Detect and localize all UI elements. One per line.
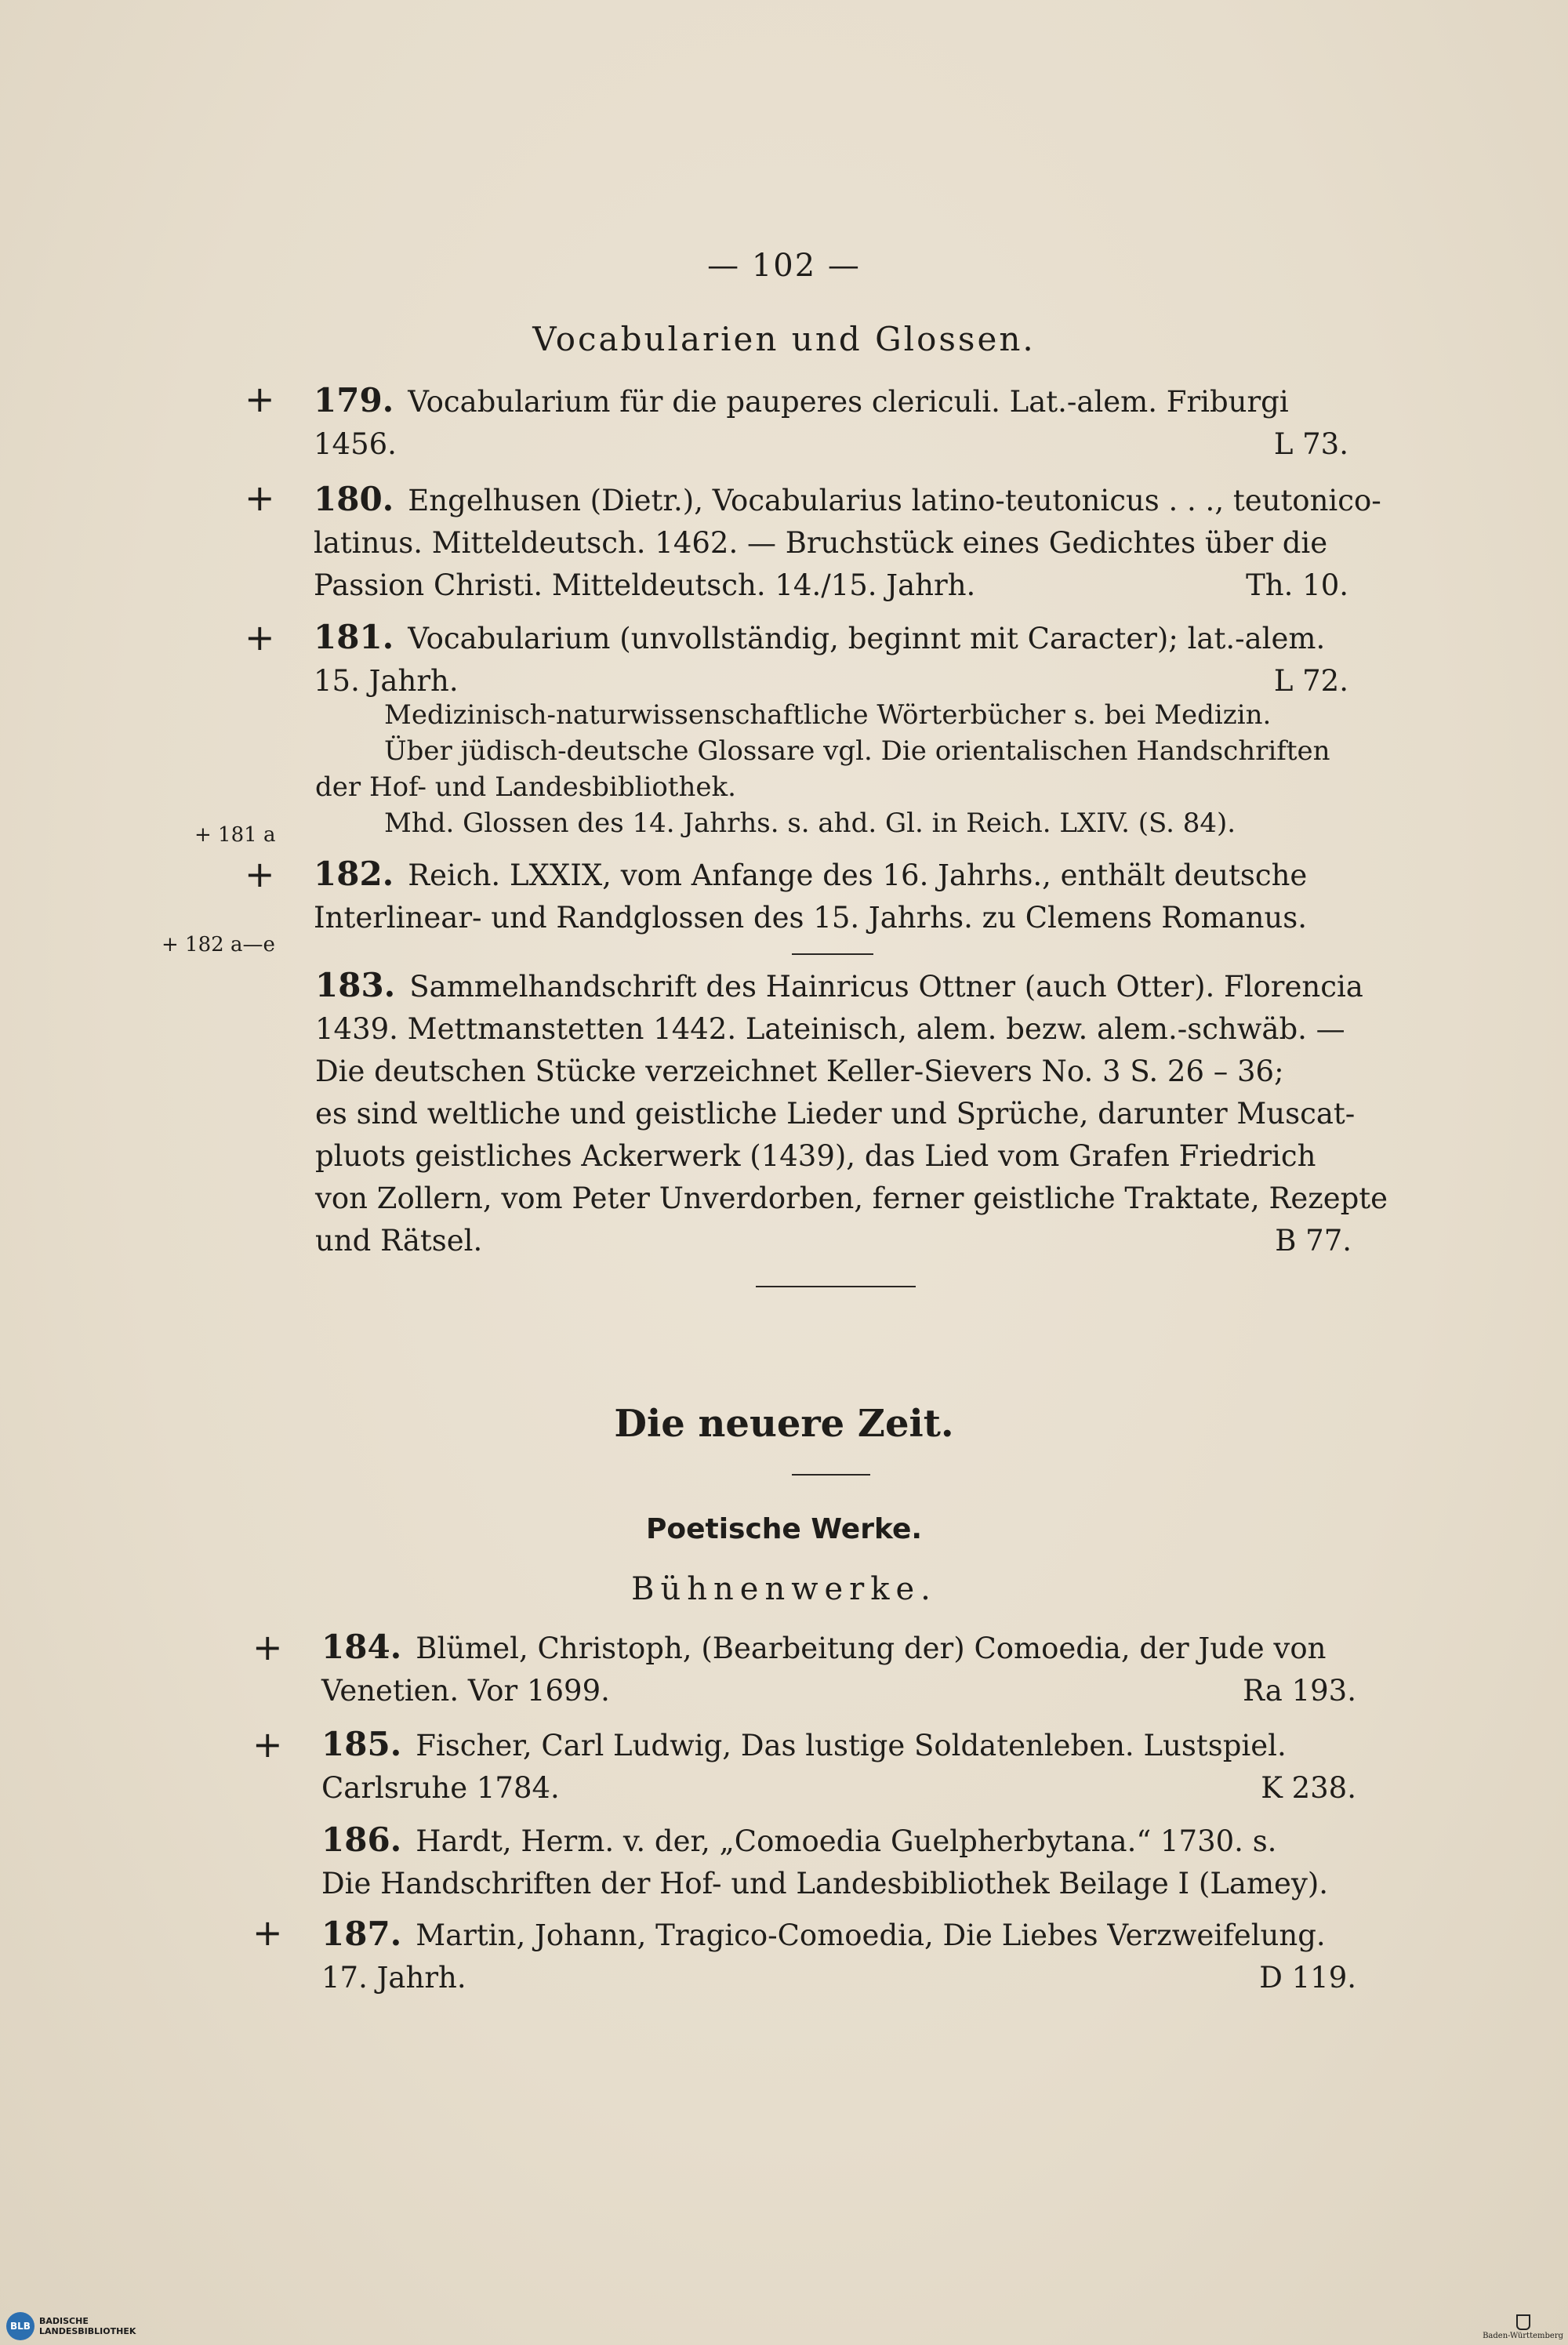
coat-of-arms-icon [1516, 2314, 1530, 2330]
blb-logo-icon: BLB [6, 2312, 34, 2340]
entry-text: Vocabularium (unvollständig, beginnt mit Caracter); lat.-alem. [408, 622, 1326, 655]
shelfmark: Th. 10. [1246, 568, 1348, 602]
entry-text: Carlsruhe 1784. [321, 1771, 560, 1805]
short-divider [792, 1474, 870, 1476]
entry-text: Hardt, Herm. v. der, „Comoedia Guelpherbytana.“ 1730. s. [416, 1824, 1277, 1858]
entry-number: 181. [314, 618, 394, 656]
entry-number: 183. [315, 966, 396, 1004]
page-number: — 102 — [707, 248, 861, 284]
entry-text: 1439. Mettmanstetten 1442. Lateinisch, alem. bezw. alem.-schwäb. — [315, 1012, 1345, 1046]
plus-marker: + [245, 477, 275, 519]
section-heading-neuere-zeit: Die neuere Zeit. [614, 1402, 954, 1446]
entry-text: Die Handschriften der Hof- und Landesbibliothek Beilage I (Lamey). [321, 1867, 1329, 1900]
entry-text: Blümel, Christoph, (Bearbeitung der) Comoedia, der Jude von [416, 1632, 1327, 1665]
entry-text: Sammelhandschrift des Hainricus Ottner (auch Otter). Florencia [409, 970, 1363, 1004]
note-mhd-glossen: Mhd. Glossen des 14. Jahrhs. s. ahd. Gl. in Reich. LXIV. (S. 84). [384, 808, 1236, 839]
plus-marker: + [245, 616, 275, 659]
catalog-entry-185 [321, 1723, 1356, 1810]
entry-text: Reich. LXXIX, vom Anfange des 16. Jahrhs., enthält deutsche [408, 859, 1308, 892]
shelfmark: B 77. [1275, 1224, 1352, 1258]
entry-text: latinus. Mitteldeutsch. 1462. — Bruchstück eines Gedichtes über die [314, 526, 1328, 560]
note-glossare: Über jüdisch-deutsche Glossare vgl. Die orientalischen Handschriften [384, 735, 1330, 767]
entry-number: 180. [314, 480, 394, 518]
entry-number: 186. [321, 1820, 402, 1859]
note-medizin: Medizinisch-naturwissenschaftliche Wörterbücher s. bei Medizin. [384, 699, 1272, 731]
entry-text: pluots geistliches Ackerwerk (1439), das Lied vom Grafen Friedrich [315, 1139, 1316, 1173]
shelfmark: D 119. [1259, 1961, 1356, 1995]
margin-note-182ae: + 182 a—e [162, 933, 275, 957]
entry-text: es sind weltliche und geistliche Lieder und Sprüche, darunter Muscat- [315, 1097, 1356, 1131]
section-divider [756, 1286, 916, 1287]
entry-text: Die deutschen Stücke verzeichnet Keller-Sievers No. 3 S. 26 – 36; [315, 1055, 1284, 1088]
entry-number: 179. [314, 381, 394, 419]
note-glossare-cont: der Hof- und Landesbibliothek. [315, 771, 736, 803]
state-name: Baden-Württemberg [1483, 2332, 1563, 2340]
entry-text: von Zollern, vom Peter Unverdorben, ferner geistliche Traktate, Rezepte [315, 1182, 1388, 1215]
entry-text: Passion Christi. Mitteldeutsch. 14./15. Jahrh. [314, 568, 976, 602]
entry-text: Fischer, Carl Ludwig, Das lustige Soldatenleben. Lustspiel. [416, 1729, 1287, 1762]
shelfmark: L 72. [1273, 664, 1348, 698]
entry-text: 1456. [314, 427, 397, 461]
catalog-entry-183 [315, 964, 1388, 1262]
catalog-entry-184 [321, 1626, 1356, 1712]
entry-text: Engelhusen (Dietr.), Vocabularius latino-teutonicus . . ., teutonico- [408, 484, 1381, 517]
margin-note-181a: + 181 a [194, 823, 276, 847]
plus-marker: + [252, 1911, 283, 1954]
entry-number: 187. [321, 1915, 402, 1953]
subsection-heading-buehnenwerke: Bühnenwerke. [631, 1571, 937, 1607]
subsection-heading-poetische-werke: Poetische Werke. [645, 1513, 923, 1545]
entry-text: Venetien. Vor 1699. [321, 1674, 610, 1708]
plus-marker: + [245, 853, 275, 895]
catalog-entry-186 [321, 1819, 1356, 1905]
catalog-entry-180 [314, 478, 1381, 607]
shelfmark: K 238. [1261, 1771, 1356, 1805]
plus-marker: + [245, 378, 275, 420]
section-heading-vocabularien: Vocabularien und Glossen. [532, 320, 1036, 358]
entry-number: 182. [314, 855, 394, 893]
shelfmark: Ra 193. [1243, 1674, 1356, 1708]
library-logo [6, 2312, 136, 2340]
entry-text: Martin, Johann, Tragico-Comoedia, Die Liebes Verzweifelung. [416, 1918, 1326, 1952]
short-divider [792, 953, 873, 955]
catalog-entry-179 [314, 379, 1348, 466]
library-name: BADISCHE LANDESBIBLIOTHEK [39, 2316, 136, 2336]
entry-number: 185. [321, 1725, 402, 1763]
state-emblem [1483, 2314, 1563, 2340]
catalog-entry-187 [321, 1913, 1356, 1999]
entry-text: Vocabularium für die pauperes clericuli. Lat.-alem. Friburgi [408, 385, 1289, 419]
entry-number: 184. [321, 1628, 402, 1666]
entry-text: 15. Jahrh. [314, 664, 459, 698]
entry-text: 17. Jahrh. [321, 1961, 466, 1995]
catalog-entry-182 [314, 853, 1348, 939]
catalog-entry-181 [314, 616, 1348, 702]
entry-text: und Rätsel. [315, 1224, 483, 1258]
entry-text: Interlinear- und Randglossen des 15. Jahrhs. zu Clemens Romanus. [314, 901, 1307, 935]
plus-marker: + [252, 1626, 283, 1668]
shelfmark: L 73. [1273, 427, 1348, 461]
plus-marker: + [252, 1723, 283, 1766]
